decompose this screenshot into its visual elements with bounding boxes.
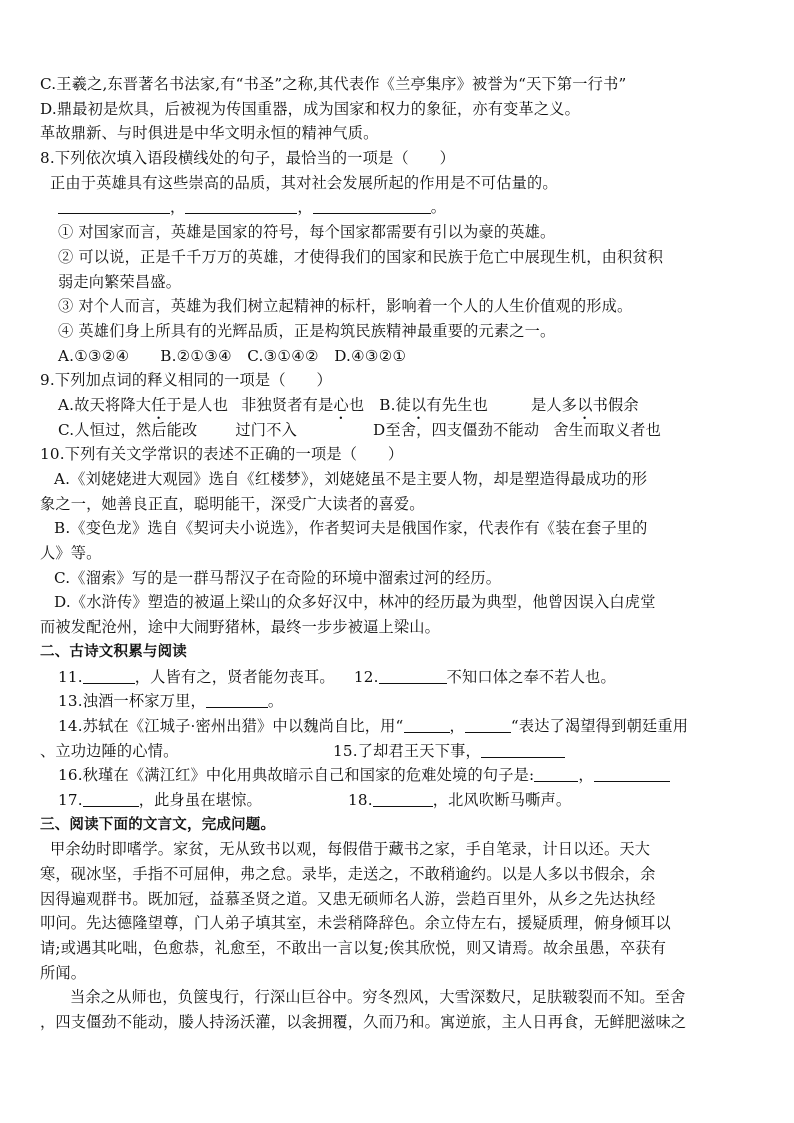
q8-comma-1: ， (170, 198, 186, 217)
q17-blank[interactable] (83, 790, 139, 807)
question-8-lead (40, 171, 760, 196)
q8-text: 8.下列依次填入语段横线处的句子，最恰当的一项是（ ） (40, 149, 455, 168)
q15-text: 15.了却君王天下事， (333, 741, 481, 760)
q8-s2a-text: ② 可以说，正是千千万万的英雄，才使得我们的国家和民族于危亡中展现生机，由积贫积 (58, 247, 664, 266)
passage-p2-l2 (40, 1010, 760, 1035)
section-2-heading (40, 640, 760, 665)
q9-b1-dotted: 以 (411, 395, 427, 414)
q9-row-ab (40, 393, 760, 418)
q9-b1-pre: B.徒 (379, 395, 412, 414)
q10-a1-text[interactable]: A.《刘姥姥进大观园》选自《红楼梦》，刘姥姥虽不是主要人物，却是塑造得最成功的形 (54, 470, 648, 488)
blank-3[interactable] (313, 197, 431, 214)
q17-q18-line (40, 788, 760, 813)
q9-a2-dotted: 心 (333, 395, 349, 414)
q10-a2-text: 象之一，她善良正直，聪明能干，深受广大读者的喜爱。 (40, 494, 425, 513)
q10-d2-text: 而被发配沧州，途中大闹野猪林，最终一步步被逼上梁山。 (40, 618, 441, 637)
q10-b1-text[interactable]: B.《变色龙》选自《契诃夫小说选》，作者契诃夫是俄国作家，代表作有《装在套子里的 (54, 519, 648, 538)
q10-c-line (40, 566, 760, 591)
q14-comma: ， (449, 716, 465, 735)
q13-text: 13.浊酒一杯家万里， (58, 692, 206, 711)
passage-p1-l1 (40, 837, 760, 862)
p1-l1-text: 甲余幼时即嗜学。家贫，无从致书以观，每假借于藏书之家，手自笔录，计日以还。天大 (50, 840, 651, 859)
option-c-text: C.王羲之,东晋著名书法家,有“书圣”之称,其代表作《兰亭集序》被誉为“天下第一行书” (40, 75, 627, 93)
q17-num: 17. (58, 790, 83, 809)
q10-a-line2 (40, 492, 760, 517)
q17-text: ，此身虽在堪惊。 (138, 790, 262, 809)
q8-sentence-2b (40, 270, 760, 295)
q14-pre: 14.苏轼在《江城子·密州出猎》中以魏尚自比，用“ (58, 716, 404, 735)
blank-1[interactable] (58, 197, 170, 214)
q9-b2-dotted: 以 (577, 395, 593, 414)
question-8-blanks (40, 195, 760, 220)
q11-blank[interactable] (83, 667, 135, 684)
p1-l2-text: 寒，砚冰坚，手指不可屈伸，弗之怠。录毕，走送之，不敢稍逾约。以是人多以书假余，余 (40, 865, 656, 883)
q9-a2-pre: 非独贤者有是 (241, 395, 334, 414)
q13-line (40, 689, 760, 714)
q14-blank-2[interactable] (465, 716, 511, 733)
option-c-line (40, 72, 760, 97)
section-3-heading (40, 813, 760, 838)
q16-blank-1[interactable] (534, 765, 578, 782)
q12-num: 12. (353, 667, 379, 686)
q15-blank[interactable] (481, 741, 565, 758)
q8-s3-text: ③ 对个人而言，英雄为我们树立起精神的标杆，影响着一个人的人生价值观的形成。 (58, 297, 633, 316)
q9-d1[interactable]: D至舍，四支僵劲不能动 (372, 420, 540, 439)
section-3-title: 三、阅读下面的文言文，完成问题。 (40, 816, 276, 833)
q18-blank[interactable] (373, 790, 433, 807)
option-d-line (40, 97, 760, 122)
q9-b2-rest: 书假余 (592, 395, 639, 414)
conclusion-text: 革故鼎新、与时俱进是中华文明永恒的精神气质。 (40, 124, 379, 143)
q8-s2b-text: 弱走向繁荣昌盛。 (58, 272, 182, 291)
q14-blank-1[interactable] (404, 716, 450, 733)
q8-sentence-2a (40, 245, 760, 270)
exam-page (40, 72, 760, 1035)
p1-l5-text: 请;或遇其叱咄，色愈恭，礼愈至，不敢出一言以复;俟其欣悦，则又请焉。故余虽愚，卒获有 (40, 939, 667, 958)
passage-p1-l3 (40, 887, 760, 912)
q16-line (40, 763, 760, 788)
q14-q15-line (40, 739, 760, 764)
q8-end: 。 (430, 198, 447, 217)
section-2-title: 二、古诗文积累与阅读 (40, 643, 187, 660)
q9-c1[interactable]: C.人恒过，然后能改 (58, 420, 198, 439)
p2-l2-text: ，四支僵劲不能动，媵人持汤沃灌，以衾拥覆，久而乃和。寓逆旅，主人日再食，无鲜肥滋味之 (40, 1013, 687, 1032)
q10-b2-text: 人》等。 (40, 544, 102, 563)
q14-line (40, 714, 760, 739)
q11-text: ，人皆有之，贤者能勿丧耳。 (134, 667, 335, 686)
q10-a-line1 (40, 467, 760, 492)
q10-d1-text[interactable]: D.《水浒传》塑造的被逼上梁山的众多好汉中，林冲的经历最为典型，他曾因误入白虎堂 (54, 593, 656, 612)
q10-text: 10.下列有关文学常识的表述不正确的一项是（ ） (40, 445, 404, 464)
question-9-stem (40, 368, 760, 393)
q9-b2-pre: 是人多 (531, 395, 578, 414)
p1-l6-text: 所闻。 (40, 963, 87, 982)
q8-lead-text: 正由于英雄具有这些崇高的品质，其对社会发展所起的作用是不可估量的。 (50, 173, 558, 192)
q13-blank[interactable] (206, 691, 268, 708)
q8-options (40, 344, 760, 369)
q9-a1-pre: A.故天将降大 (58, 395, 152, 414)
q14-end: 、立功边陲的心情。 (40, 741, 179, 760)
q16-comma: ， (578, 766, 594, 785)
q12-blank[interactable] (379, 667, 447, 684)
q8-s4-text: ④ 英雄们身上所具有的光辉品质，正是构筑民族精神最重要的元素之一。 (58, 321, 556, 340)
q10-d-line2 (40, 615, 760, 640)
q8-sentence-4 (40, 319, 760, 344)
q11-q12-line (40, 665, 760, 690)
q10-b-line1 (40, 516, 760, 541)
q9-text: 9.下列加点词的释义相同的一项是（ ） (40, 371, 332, 390)
q8-s1-text: ① 对国家而言，英雄是国家的符号，每个国家都需要有引以为豪的英雄。 (58, 223, 556, 242)
passage-p1-l5 (40, 936, 760, 961)
q11-num: 11. (58, 667, 83, 686)
p2-l1-text: 当余之从师也，负箧曳行，行深山巨谷中。穷冬烈风，大雪深数尺，足肤皲裂而不知。至舍 (70, 988, 686, 1007)
p1-l4-text: 叩问。先达德隆望尊，门人弟子填其室，未尝稍降辞色。余立侍左右，援疑质理，俯身倾耳以 (40, 914, 671, 933)
q9-b1[interactable] (379, 396, 488, 414)
q9-c2: 过门不入 (235, 420, 297, 439)
p1-l3-text: 因得遍观群书。既加冠，益慕圣贤之道。又患无硕师名人游，尝趋百里外，从乡之先达执经 (40, 889, 656, 908)
q16-text: 16.秋瑾在《满江红》中化用典故暗示自己和国家的危难处境的句子是: (58, 766, 535, 785)
q14-post: “表达了渴望得到朝廷重用 (510, 716, 689, 735)
q10-b-line2 (40, 541, 760, 566)
q12-text: 不知口体之奉不若人也。 (446, 667, 616, 686)
q9-row-cd (40, 418, 760, 443)
passage-p1-l4 (40, 911, 760, 936)
q9-b1-rest: 有先生也 (426, 395, 488, 414)
q8-sentence-3 (40, 294, 760, 319)
q8-comma-2: ， (297, 198, 313, 217)
q18-text: ，北风吹断马嘶声。 (432, 790, 572, 809)
q8-sentence-1 (40, 220, 760, 245)
q18-num: 18. (348, 790, 373, 809)
q9-a2-rest: 也 (348, 395, 365, 414)
q16-blank-2[interactable] (594, 765, 670, 782)
passage-p2-l1 (40, 985, 760, 1010)
q10-d-line1 (40, 590, 760, 615)
passage-p1-l6 (40, 961, 760, 986)
option-d-text: D.鼎最初是炊具，后被视为传国重器，成为国家和权力的象征，亦有变革之义。 (40, 99, 581, 118)
q8-options-text[interactable]: A.①③②④ B.②①③④ C.③①④② D.④③②① (58, 346, 407, 365)
q9-d2: 舍生而取义者也 (553, 420, 661, 439)
question-8-stem (40, 146, 760, 171)
question-10-stem (40, 442, 760, 467)
q10-c-text[interactable]: C.《溜索》写的是一群马帮汉子在奇险的环境中溜索过河的经历。 (54, 568, 502, 587)
conclusion-line (40, 121, 760, 146)
q13-end: 。 (267, 692, 284, 711)
q9-a1[interactable] (58, 396, 228, 414)
q9-a1-rest: 于是人也 (166, 395, 229, 414)
blank-2[interactable] (185, 197, 297, 214)
q9-a2 (241, 396, 364, 414)
passage-p1-l2 (40, 862, 760, 887)
q9-a1-dotted: 任 (151, 395, 167, 414)
q9-b2 (531, 396, 639, 414)
